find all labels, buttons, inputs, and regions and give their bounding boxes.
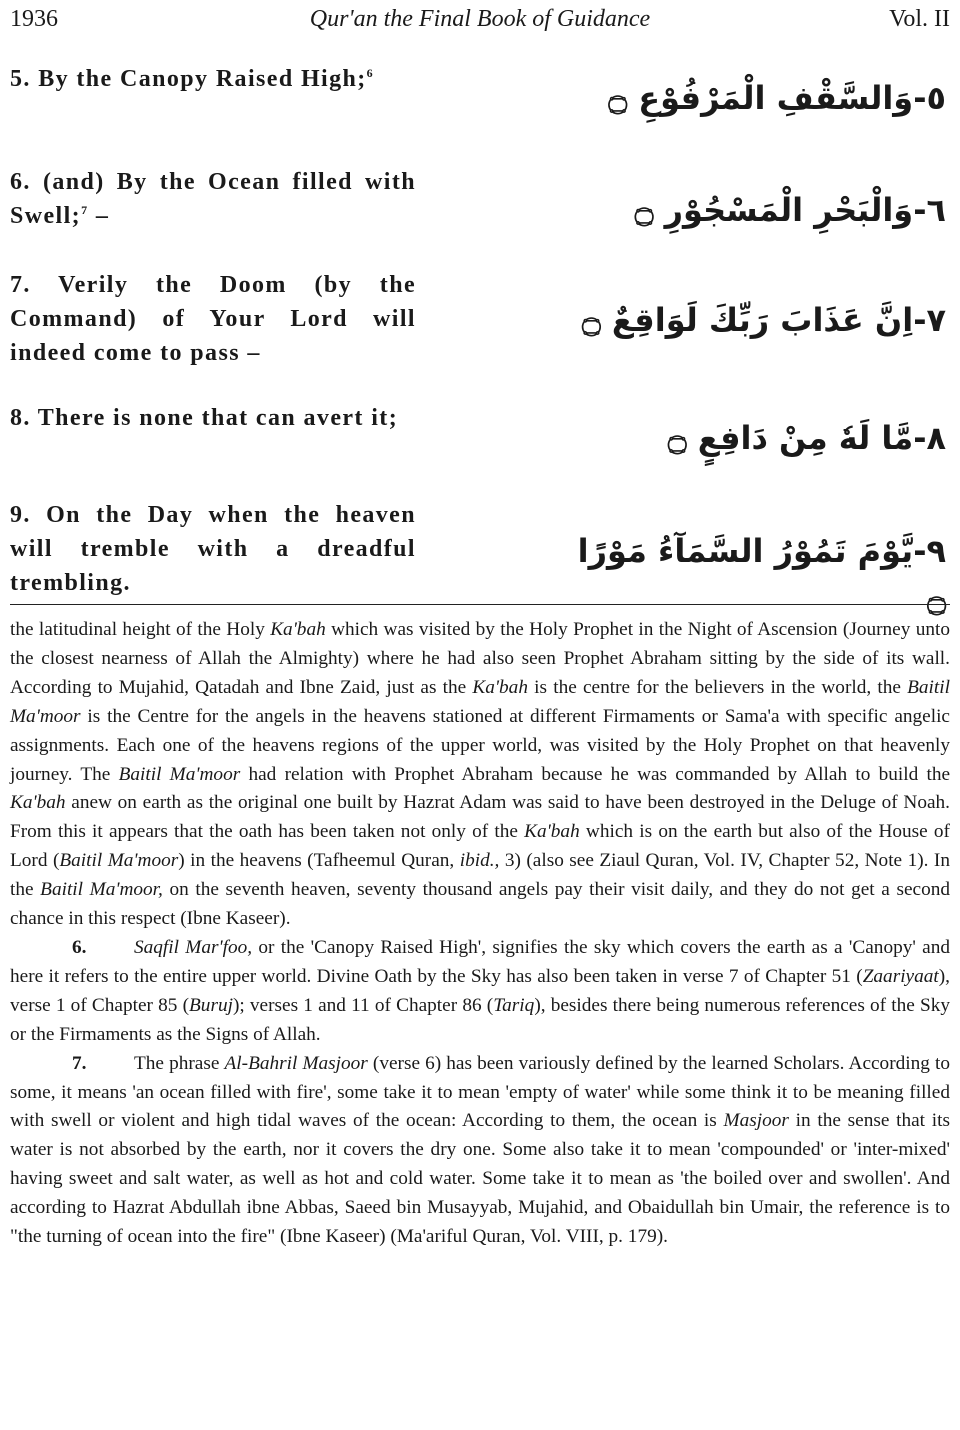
note-7: 7. The phrase Al-Bahril Masjoor (verse 6) has been variously defined by the learned Scholars. According to some, it means 'an ocean filled with fire', some take it to mean 'empty of water' while some think it to be meaning filled with swell or violent and high tidal waves of the ocean: According to them, the ocean is Masjoor in the sense that its water is not absorbed by the earth, nor it covers the dry one. Some also take it to mean 'compounded' or 'inter-mixed' having sweet and salt water, as well as hot and cold water. Some take it to mean as 'the boiled over and swollen'. And according to Hazrat Abdullah ibne Abbas, Saeed bin Musayyab, Mujahid, and Obaidullah bin Umair, the reference is to "the turning of ocean into the fire" (Ibne Kaseer) (Ma'ariful Quran, Vol. VIII, p. 179). [10,1050,950,1252]
note-number: 7. [72,1052,87,1074]
note-continuation: the latitudinal height of the Holy Ka'bah which was visited by the Holy Prophet in the Night of Ascension (Journey unto the closest nearness of Allah the Almighty) where he had also seen Prophet Abraham sitting by the side of its wall. According to Mujahid, Qatadah and Ibne Zaid, just as the Ka'bah is the centre for the believers in the world, the Baitil Ma'moor is the Centre for the angels in the heavens stationed at different Firmaments or Sama'a with specific angelic assignments. Each one of the heavens regions of the upper world, was visited by the Holy Prophet on that heavenly journey. The Baitil Ma'moor had relation with Prophet Abraham because he was commanded by Allah to build the Ka'bah anew on earth as the original one built by Hazrat Adam was said to have been destroyed in the Deluge of Noah. From this it appears that the oath has been taken not only of the Ka'bah which is on the earth but also of the House of Lord (Baitil Ma'moor) in the heavens (Tafheemul Quran, ibid., 3) (also see Ziaul Quran, Vol. IV, Chapter 52, Note 1). In the Baitil Ma'moor, on the seventh heaven, seventy thousand angels pay their visit daily, and they do not get a second chance in this respect (Ibne Kaseer). [10,619,951,930]
footnote-ref: 6 [366,66,375,80]
verse-5-arabic: ٥-وَالسَّقْفِ الْمَرْفُوْعِ ۝ [608,79,946,117]
verse-7-arabic: ٧-اِنَّ عَذَابَ رَبِّكَ لَوَاقِعٌ ۝ [582,301,946,339]
verse-8-translation: 8. There is none that can avert it; [10,405,399,431]
verse-7-translation: 7. Verily the Doom (by the Command) of Your Lord will indeed come to pass – [10,272,416,366]
note-number: 6. [72,936,87,958]
verse-9-translation: 9. On the Day when the heaven will tremble with a dreadful trembling. [10,502,416,596]
verse-9-arabic: ٩-يَّوْمَ تَمُوْرُ السَّمَآءُ مَوْرًا ۝ [577,532,946,618]
verse-6-translation: 6. (and) By the Ocean filled with Swell;$^7$ – [10,169,416,229]
footnote-ref: 7 [81,203,89,217]
page-number: 1936 [10,6,58,32]
divider-rule [10,604,950,605]
verse-8-arabic: ٨-مَّا لَهٗ مِنْ دَافِعٍ ۝ [667,419,946,457]
page-header [10,4,950,34]
commentary-notes [10,616,950,1252]
verse-6-arabic: ٦-وَالْبَحْرِ الْمَسْجُوْرِ ۝ [634,191,946,229]
verse-5-translation: 5. By the Canopy Raised High;$^6$ [10,66,375,92]
note-6: 6. Saqfil Mar'foo, or the 'Canopy Raised High', signifies the sky which covers the earth as a 'Canopy' and here it refers to the entire upper world. Divine Oath by the Sky has also been taken in verse 7 of Chapter 51 (Zaariyaat), verse 1 of Chapter 85 (Buruj); verses 1 and 11 of Chapter 86 (Tariq), besides there being numerous references of the Sky or the Firmaments as the Signs of Allah. [10,934,950,1050]
volume-label: Vol. II [889,6,950,32]
running-title: Qur'an the Final Book of Guidance [309,6,651,32]
